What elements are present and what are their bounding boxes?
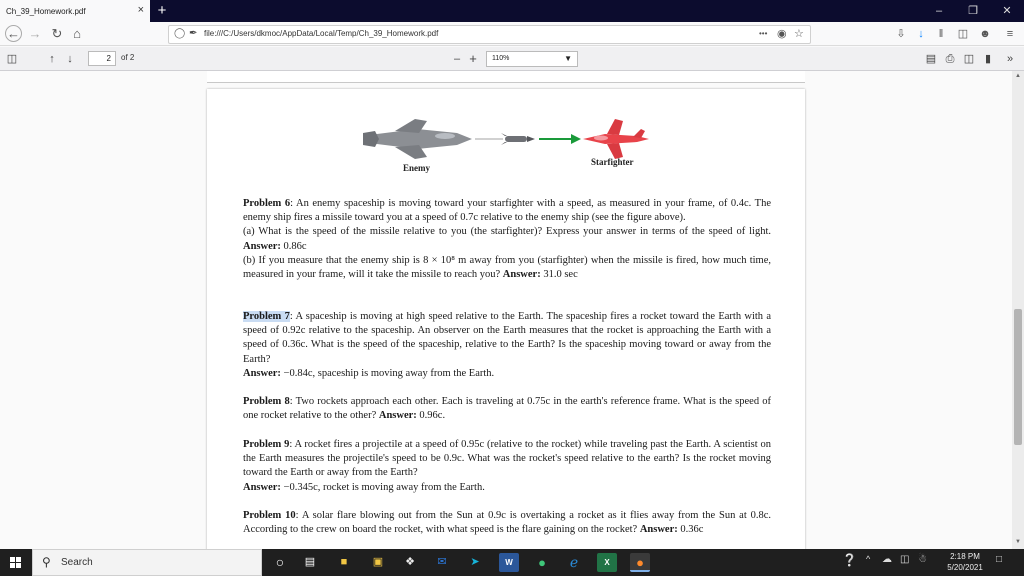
search-icon: ⚲ [42,555,51,569]
pdf-toolbar [0,47,1024,71]
problem-7 [243,310,771,381]
bookmark-icon[interactable]: ▮ [984,53,992,65]
shield-icon[interactable]: ◯ [174,28,186,39]
pocket-icon[interactable]: ◉ [777,28,787,40]
page-count: of 2 [121,53,135,62]
problem-body: : A spaceship is moving at high speed relative to the Earth. The spaceship fires a rocket toward the Earth with a speed of 0.92c relative to the spaceship. An observer on the Earth measures that the rocket is approaching the Earth with a speed of 0.36c. What is the speed of the spaceship, relative to the Earth? Is the spaceship moving toward or away from the Earth? [243,311,771,365]
problem-6-part-a [243,225,771,253]
cortana-icon[interactable]: ○ [275,554,285,570]
zoom-out-button[interactable]: – [453,53,461,65]
reload-button[interactable]: ↻ [51,26,63,41]
store-icon[interactable]: ▣ [372,556,384,568]
home-icon[interactable]: ⌂ [73,26,81,41]
presentation-mode-icon[interactable]: ▤ [925,53,937,65]
scroll-down-icon[interactable]: ▼ [1015,539,1021,545]
highlighted-problem-title[interactable]: Problem 7 [243,311,290,322]
scrollbar-thumb[interactable] [1014,309,1022,445]
spaceships-illustration [357,109,657,179]
part-a-text: (a) What is the speed of the missile relative to you (the starfighter)? Express your answer in terms of the speed of light. [243,226,771,238]
tab-strip [0,0,1024,22]
dropbox-icon[interactable]: ❖ [405,556,415,568]
windows-logo-icon [0,549,32,576]
problem-10-statement [243,509,771,537]
tools-icon[interactable]: » [1006,53,1014,65]
problem-body: : An enemy spaceship is moving toward your starfighter with a speed, as measured in your frame, of 0.4c. The enemy ship fires a missile toward you at a speed of 0.7c relative to the enemy ship (see the figure above). [243,198,771,224]
sidebar-icon[interactable]: ◫ [957,28,969,40]
problem-10 [243,509,771,537]
chevron-up-icon[interactable]: ^ [866,554,871,564]
starfighter-label: Starfighter [591,157,634,167]
notifications-icon[interactable]: □ [996,554,1003,565]
problem-9 [243,438,771,495]
word-icon[interactable]: W [499,553,519,572]
zoom-value: 110% [492,55,510,62]
edge-icon[interactable]: ● [538,555,546,570]
page-actions-icon[interactable]: ••• [759,29,768,38]
network-icon[interactable]: ◫ [900,554,910,565]
onedrive-icon[interactable]: ☁ [882,554,892,565]
chevron-down-icon: ▼ [564,54,572,63]
answer-value: 0.86c [283,240,307,252]
restore-button[interactable]: ❐ [968,5,978,17]
new-tab-button[interactable]: + [157,2,167,19]
answer-label: Answer: [502,269,541,281]
internet-explorer-icon[interactable]: ℯ [569,554,579,570]
problem-6-part-b [243,254,771,282]
problem-7-answer [243,367,771,381]
problem-9-statement [243,438,771,481]
downloads-icon[interactable]: ↓ [918,28,924,40]
close-window-button[interactable]: ✕ [1002,5,1012,17]
answer-label: Answer: [639,524,678,536]
page-number-input[interactable]: 2 [88,51,116,66]
arrow-head-icon [571,134,581,144]
url-text[interactable]: file:///C:/Users/dkmoc/AppData/Local/Temp/Ch_39_Homework.pdf [204,29,439,38]
mail-icon[interactable]: ✉ [437,556,447,568]
clock-time: 2:18 PM [950,552,980,561]
problem-title: Problem 8 [243,396,290,407]
answer-label: Answer: [243,367,281,379]
answer-value: 31.0 sec [543,269,578,281]
problem-body: : A rocket fires a projectile at a speed of 0.95c (relative to the rocket) while traveling past the Earth. A scientist on the Earth measures the projectile's speed to be 0.9c. What was the rocket's speed relative to the earth? Is the rocket moving toward the Earth or away from the Earth? [243,439,771,479]
print-icon[interactable]: ⎙ [945,53,955,65]
taskbar-clock[interactable] [942,551,988,573]
help-icon[interactable]: ❔ [842,553,857,567]
part-b-text: (b) If you measure that the enemy ship is 8 × 10⁸ m away from you (starfighter) when the missile is fired, how much time, measured in your frame, will it take the missile to reach you? [243,254,771,281]
viewer-background [0,71,1012,549]
enemy-label: Enemy [403,163,430,173]
problem-title: Problem 9 [243,439,290,450]
windows-taskbar [0,549,1024,576]
previous-page-edge [207,71,805,83]
enemy-ship-icon [363,119,472,159]
pdf-file-icon: ✒ [189,28,198,39]
tab-pdf[interactable] [0,0,150,22]
problem-8-statement [243,395,771,423]
tab-title: Ch_39_Homework.pdf [6,6,86,16]
starfighter-icon [583,119,649,159]
bookmark-star-icon[interactable]: ☆ [794,28,804,40]
answer-value: −0.345c, rocket is moving away from the Earth. [283,481,485,493]
answer-value: 0.96c. [419,410,446,422]
zoom-select[interactable] [486,51,578,67]
scroll-up-icon[interactable]: ▲ [1015,73,1021,79]
problem-8 [243,395,771,423]
problem-6-statement [243,197,771,225]
forward-button[interactable]: → [28,26,42,41]
problem-9-answer [243,481,771,495]
zoom-in-button[interactable]: + [469,51,477,66]
next-page-button[interactable]: ↓ [67,53,73,65]
pdf-page [207,89,805,549]
pdf-viewer[interactable] [0,71,1024,549]
excel-icon[interactable]: X [597,553,617,572]
problem-7-statement [243,310,771,367]
problem-body: : Two rockets approach each other. Each is traveling at 0.75c in the earth's reference frame. What is the speed of one rocket relative to the other? [243,396,771,422]
firefox-icon[interactable]: ● [630,553,650,572]
sidebar-toggle-icon[interactable]: ◫ [6,53,18,65]
file-explorer-icon[interactable]: ■ [340,556,348,568]
problem-title: Problem 6 [243,198,291,209]
answer-label: Answer: [243,240,281,252]
back-button[interactable]: ← [7,26,20,41]
account-icon[interactable]: ☻ [979,28,991,40]
clock-date: 5/20/2021 [947,563,983,572]
navigation-bar [0,22,1024,46]
problem-title: Problem 10 [243,510,296,521]
answer-label: Answer: [378,410,417,422]
answer-value: −0.84c, spaceship is moving away from the Earth. [283,367,495,379]
problem-body: : A solar flare blowing out from the Sun at 0.9c is overtaking a rocket as it flies away from the Sun at 0.8c. According to the crew on board the rocket, with what speed is the flare gaining on the rocket? [243,510,771,536]
search-placeholder: Search [61,557,93,568]
answer-label: Answer: [243,481,281,493]
start-button[interactable] [0,549,32,576]
taskbar-search[interactable] [32,549,262,576]
missile-icon [501,133,535,145]
volume-icon[interactable]: ☃ [918,554,927,565]
library-icon[interactable]: ‖ [938,28,944,40]
sync-icon[interactable]: ⇩ [896,28,906,40]
power-automate-icon[interactable]: ➤ [470,556,480,568]
answer-value: 0.36c [680,524,704,536]
minimize-button[interactable]: – [935,5,943,17]
previous-page-button[interactable]: ↑ [49,53,55,65]
problem-6 [243,197,771,282]
close-tab-icon[interactable]: × [137,4,144,16]
menu-icon[interactable]: ≡ [1006,28,1014,40]
save-icon[interactable]: ◫ [963,53,975,65]
task-view-icon[interactable]: ▤ [304,556,316,568]
figure-spaceships [357,109,657,179]
address-bar[interactable] [168,25,811,44]
